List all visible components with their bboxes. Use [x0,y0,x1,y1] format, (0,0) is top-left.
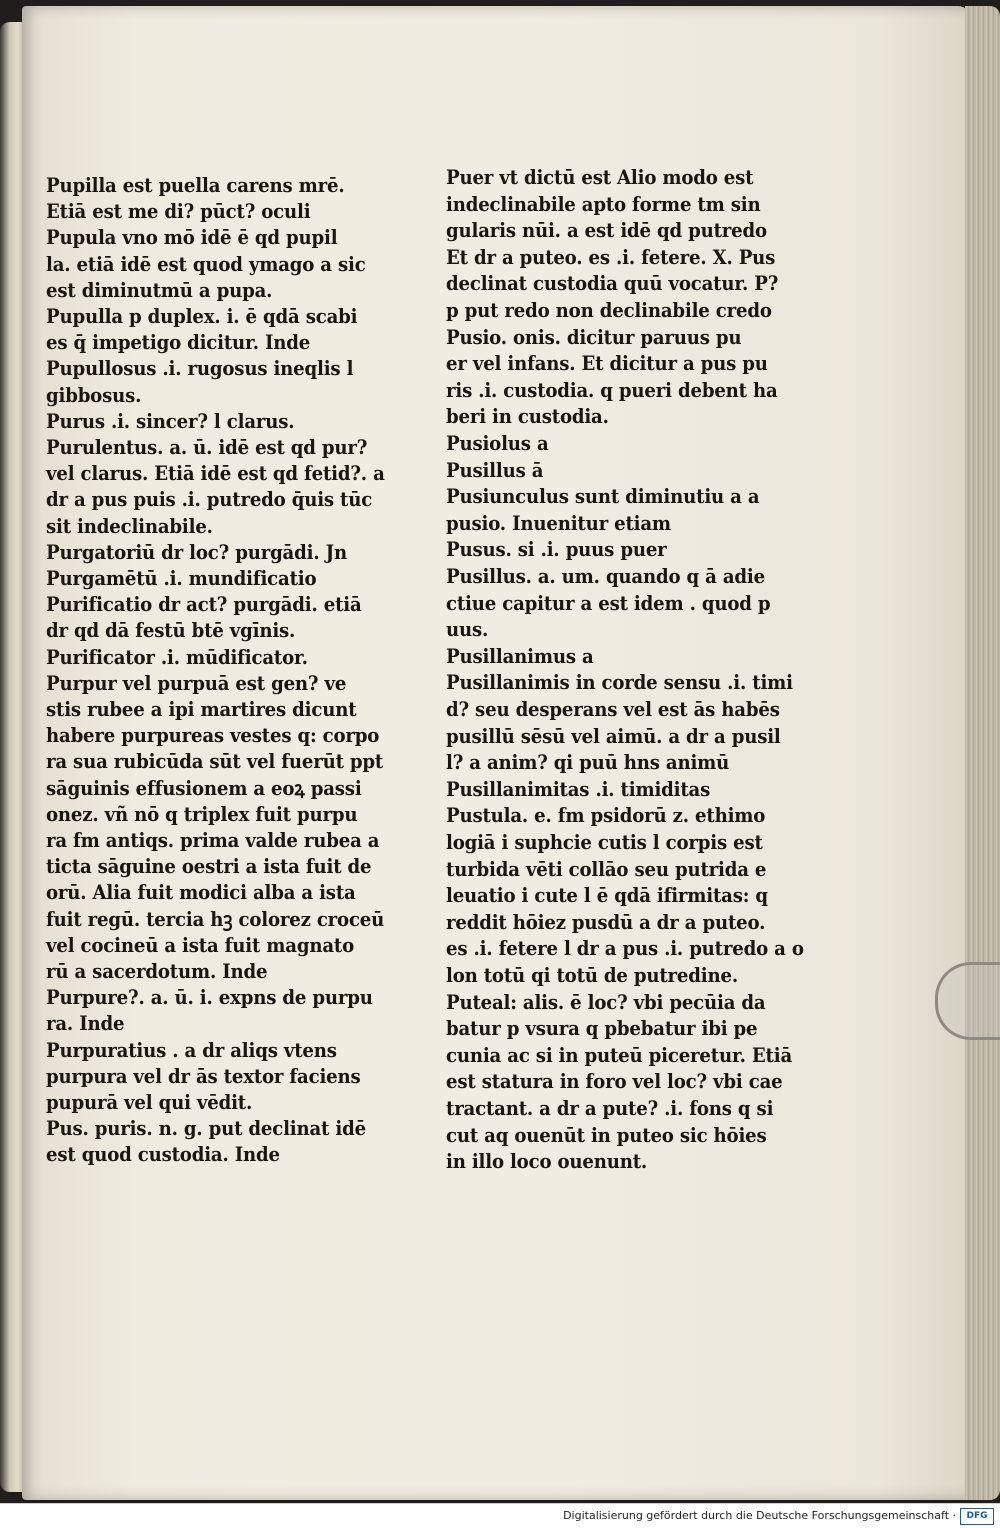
right-column-line: Pusiolus a [446,432,549,455]
left-column-line: ticta sāguine oestri a ista fuit de [46,855,372,879]
left-column-line: Purificator .i. mūdificator. [46,645,308,669]
right-column-line: ctiue capitur a est idem . quod p [446,591,771,615]
right-column-line: d? seu desperans vel est ās habēs [446,698,780,721]
right-column-line: batur p vsura q pbebatur ibi pe [446,1017,758,1041]
left-column-line: fuit regū. tercia hꝫ colorez croceū [46,907,385,931]
right-column-line: Puteal: alis. ē loc? vbi pecūia da [446,990,766,1014]
left-column-line: orū. Alia fuit modici alba a ista [46,881,356,905]
right-column-line: ris .i. custodia. q pueri debent ha [446,378,778,402]
right-column-line: turbida vēti collāo seu putrida e [446,857,767,881]
left-column-line: gibbosus. [46,383,142,407]
right-column-line: reddit hōiez pusdū a dr a puteo. [446,910,766,934]
left-column-line: ra. Inde [46,1012,125,1036]
left-column-line: purpura vel dr ās textor faciens [46,1064,361,1088]
right-column-line: beri in custodia. [446,405,609,429]
left-column-line: Purpuratius . a dr aliqs vtens [46,1038,337,1062]
left-column-line: Pus. puris. n. g. put declinat idē [46,1117,366,1141]
right-column-line: cut aq ouenūt in puteo sic hōies [446,1123,767,1147]
left-column-line: sit indeclinabile. [46,514,213,538]
left-column-line: pupurā vel qui vēdit. [46,1091,253,1114]
left-column-line: est diminutmū a pupa. [46,278,273,302]
left-column-line: vel clarus. Etiā idē est qd fetid?. a [46,462,385,486]
left-column-line: ra fm antiqs. prima valde rubea a [46,829,380,852]
left-column-line: Pupula vno mō idē ē qd pupil [46,226,338,250]
left-column-line: onez. vñ nō q triplex fuit purpu [46,802,358,826]
left-column-line: es q̄ impetigo dicitur. Inde [46,331,311,355]
left-column-line: dr a pus puis .i. putredo q̄uis tūc [46,488,373,512]
right-column-line: Pusillus. a. um. quando q ā adie [446,565,765,588]
left-column-line: Purificatio dr act? purgādi. etiā [46,593,362,617]
left-column-line: stis rubee a ipi martires dicunt [46,698,357,721]
left-column-line: Pupullosus .i. rugosus ineqlis l [46,357,354,381]
left-column-line: la. etiā idē est quod ymago a sic [46,252,366,276]
page-clip [935,962,1000,1040]
right-column-line: es .i. fetere l dr a pus .i. putredo a o [446,937,804,961]
right-column-line: Pusillanimis in corde sensu .i. timi [446,671,793,695]
right-column-line: indeclinabile apto forme tm sin [446,192,761,216]
left-column-line: Etiā est me di? pūct? oculi [46,200,311,224]
dfg-logo-icon: DFG [960,1508,994,1525]
right-column-line: est statura in foro vel loc? vbi cae [446,1070,783,1094]
right-column-line: l? a anim? qi puū hns animū [446,751,730,775]
right-column-line: gularis nūi. a est idē qd putredo [446,219,767,243]
left-column-line: vel cocineū a ista fuit magnato [46,933,355,957]
right-column-line: Et dr a puteo. es .i. fetere. X. Pus [446,245,776,269]
right-column-line: er vel infans. Et dicitur a pus pu [446,352,768,376]
right-column-line: Puer vt dictū est Alio modo est [446,166,754,189]
left-column-line: Purulentus. a. ū. idē est qd pur? [46,436,368,459]
left-column-line: sāguinis effusionem a eoꝝ passi [46,776,362,800]
right-column-line: leuatio i cute l ē qdā ifirmitas: q [446,884,768,908]
left-column-line: dr qd dā festū btē vgīnis. [46,619,296,643]
right-column-line: Pusus. si .i. puus puer [446,538,667,562]
footer-bar [0,1503,1000,1528]
right-column-line: cunia ac si in puteū piceretur. Etiā [446,1043,793,1067]
right-column-line: tractant. a dr a pute? .i. fons q si [446,1097,774,1120]
right-column-line: Pusillanimitas .i. timiditas [446,777,711,801]
right-column-line: logiā i suphcie cutis l corpis est [446,831,763,854]
right-column-line: uus. [446,618,489,642]
left-column-line: Purgatoriū dr loc? purgādi. Jn [46,540,347,564]
right-column-line: Pustula. e. fm psidorū z. ethimo [446,804,766,828]
page-edges [965,6,1000,1500]
right-column-line: Pusillus ā [446,458,544,482]
right-column-line: Pusio. onis. dicitur paruus pu [446,325,742,349]
right-column-line: declinat custodia quū vocatur. P? [446,272,779,296]
right-column-line: Pusiunculus sunt diminutiu a a [446,485,760,509]
funding-credit: Digitalisierung gefördert durch die Deutsche Forschungsgemeinschaft · [563,1509,956,1522]
facing-page-edge [0,22,24,1492]
right-column-line: pusillū sēsū vel aimū. a dr a pusil [446,724,781,748]
left-column-line: habere purpureas vestes q: corpo [46,724,380,748]
left-column-line: Purpur vel purpuā est gen? ve [46,671,347,695]
left-column-line: Pupilla est puella carens mrē. [46,174,345,197]
left-column-line: Purpure?. a. ū. i. expns de purpu [46,986,373,1010]
right-column-line: Pusillanimus a [446,644,594,668]
right-column-line: pusio. Inuenitur etiam [446,511,671,535]
left-column-line: est quod custodia. Inde [46,1143,280,1167]
left-column-line: rū a sacerdotum. Inde [46,960,268,983]
left-column-line: Pupulla p duplex. i. ē qdā scabi [46,305,358,328]
left-column-line: ra sua rubicūda sūt vel fuerūt ppt [46,750,384,774]
right-column-line: lon totū qi totū de putredine. [446,964,738,987]
right-column-line: p put redo non declinabile credo [446,299,772,322]
left-column-line: Purus .i. sincer? l clarus. [46,409,295,433]
right-column-line: in illo loco ouenunt. [446,1150,648,1174]
left-column-line: Purgamētū .i. mundificatio [46,567,317,590]
